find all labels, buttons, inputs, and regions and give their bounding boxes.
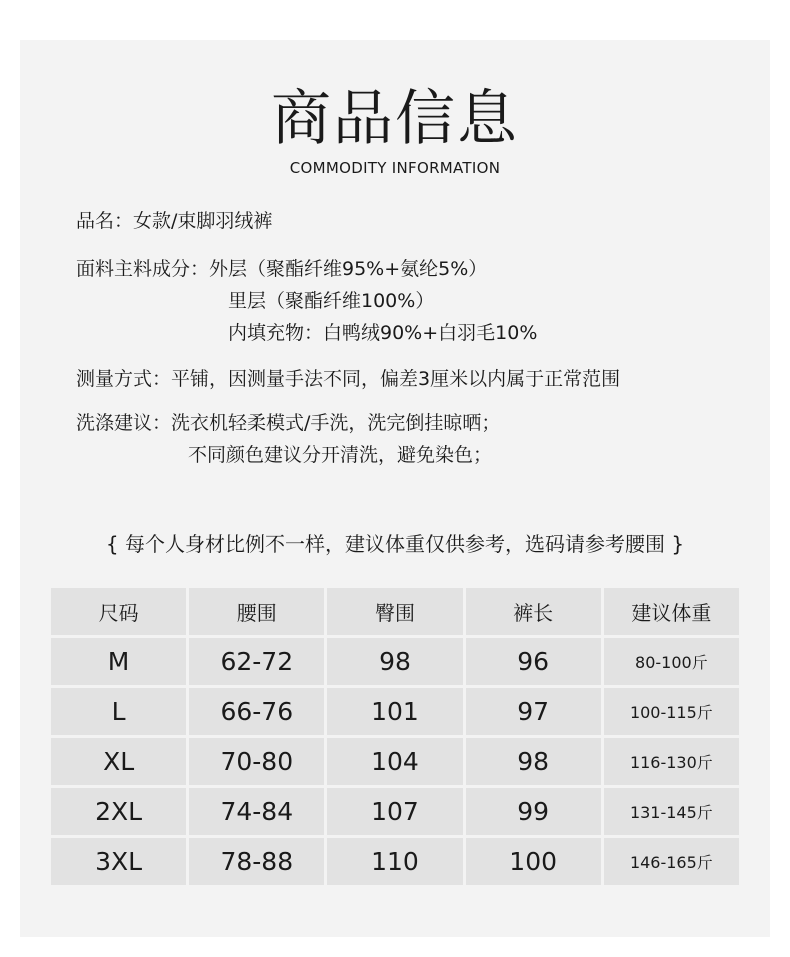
cell-weight: 146-165斤 <box>604 838 739 885</box>
cell-length: 98 <box>466 738 601 785</box>
fabric-lining: 里层（聚酯纤维100%） <box>228 290 435 312</box>
header-hip: 臀围 <box>327 588 462 635</box>
table-row <box>51 788 739 835</box>
cell-size: L <box>51 688 186 735</box>
cell-weight: 80-100斤 <box>604 638 739 685</box>
header-length: 裤长 <box>466 588 601 635</box>
product-name: 品名：女款/束脚羽绒裤 <box>76 210 273 232</box>
fabric-outer: 面料主料成分：外层（聚酯纤维95%+氨纶5%） <box>76 258 488 280</box>
cell-size: 2XL <box>51 788 186 835</box>
table-row <box>51 638 739 685</box>
wash-advice: 洗涤建议：洗衣机轻柔模式/手洗，洗完倒挂晾晒； <box>76 412 501 434</box>
cell-size: 3XL <box>51 838 186 885</box>
table-row <box>51 738 739 785</box>
page-subtitle: COMMODITY INFORMATION <box>289 159 501 177</box>
table-header-row <box>51 588 739 635</box>
cell-weight: 100-115斤 <box>604 688 739 735</box>
cell-weight: 116-130斤 <box>604 738 739 785</box>
measure-method: 测量方式：平铺，因测量手法不同，偏差3厘米以内属于正常范围 <box>76 368 621 390</box>
cell-hip: 110 <box>327 838 462 885</box>
table-row <box>51 838 739 885</box>
cell-hip: 101 <box>327 688 462 735</box>
cell-length: 100 <box>466 838 601 885</box>
cell-size: XL <box>51 738 186 785</box>
cell-size: M <box>51 638 186 685</box>
wash-advice-2: 不同颜色建议分开清洗，避免染色； <box>188 444 493 466</box>
cell-hip: 107 <box>327 788 462 835</box>
header-weight: 建议体重 <box>604 588 739 635</box>
cell-weight: 131-145斤 <box>604 788 739 835</box>
cell-waist: 70-80 <box>189 738 324 785</box>
cell-hip: 104 <box>327 738 462 785</box>
size-note: { 每个人身材比例不一样，建议体重仅供参考，选码请参考腰围 } <box>105 532 685 556</box>
page-title: 商品信息 <box>271 84 519 154</box>
header-size: 尺码 <box>51 588 186 635</box>
cell-length: 97 <box>466 688 601 735</box>
cell-waist: 66-76 <box>189 688 324 735</box>
fabric-filling: 内填充物：白鸭绒90%+白羽毛10% <box>228 322 538 344</box>
cell-length: 99 <box>466 788 601 835</box>
cell-length: 96 <box>466 638 601 685</box>
size-table <box>48 585 742 888</box>
cell-waist: 62-72 <box>189 638 324 685</box>
cell-waist: 78-88 <box>189 838 324 885</box>
header-waist: 腰围 <box>189 588 324 635</box>
table-row <box>51 688 739 735</box>
cell-waist: 74-84 <box>189 788 324 835</box>
cell-hip: 98 <box>327 638 462 685</box>
